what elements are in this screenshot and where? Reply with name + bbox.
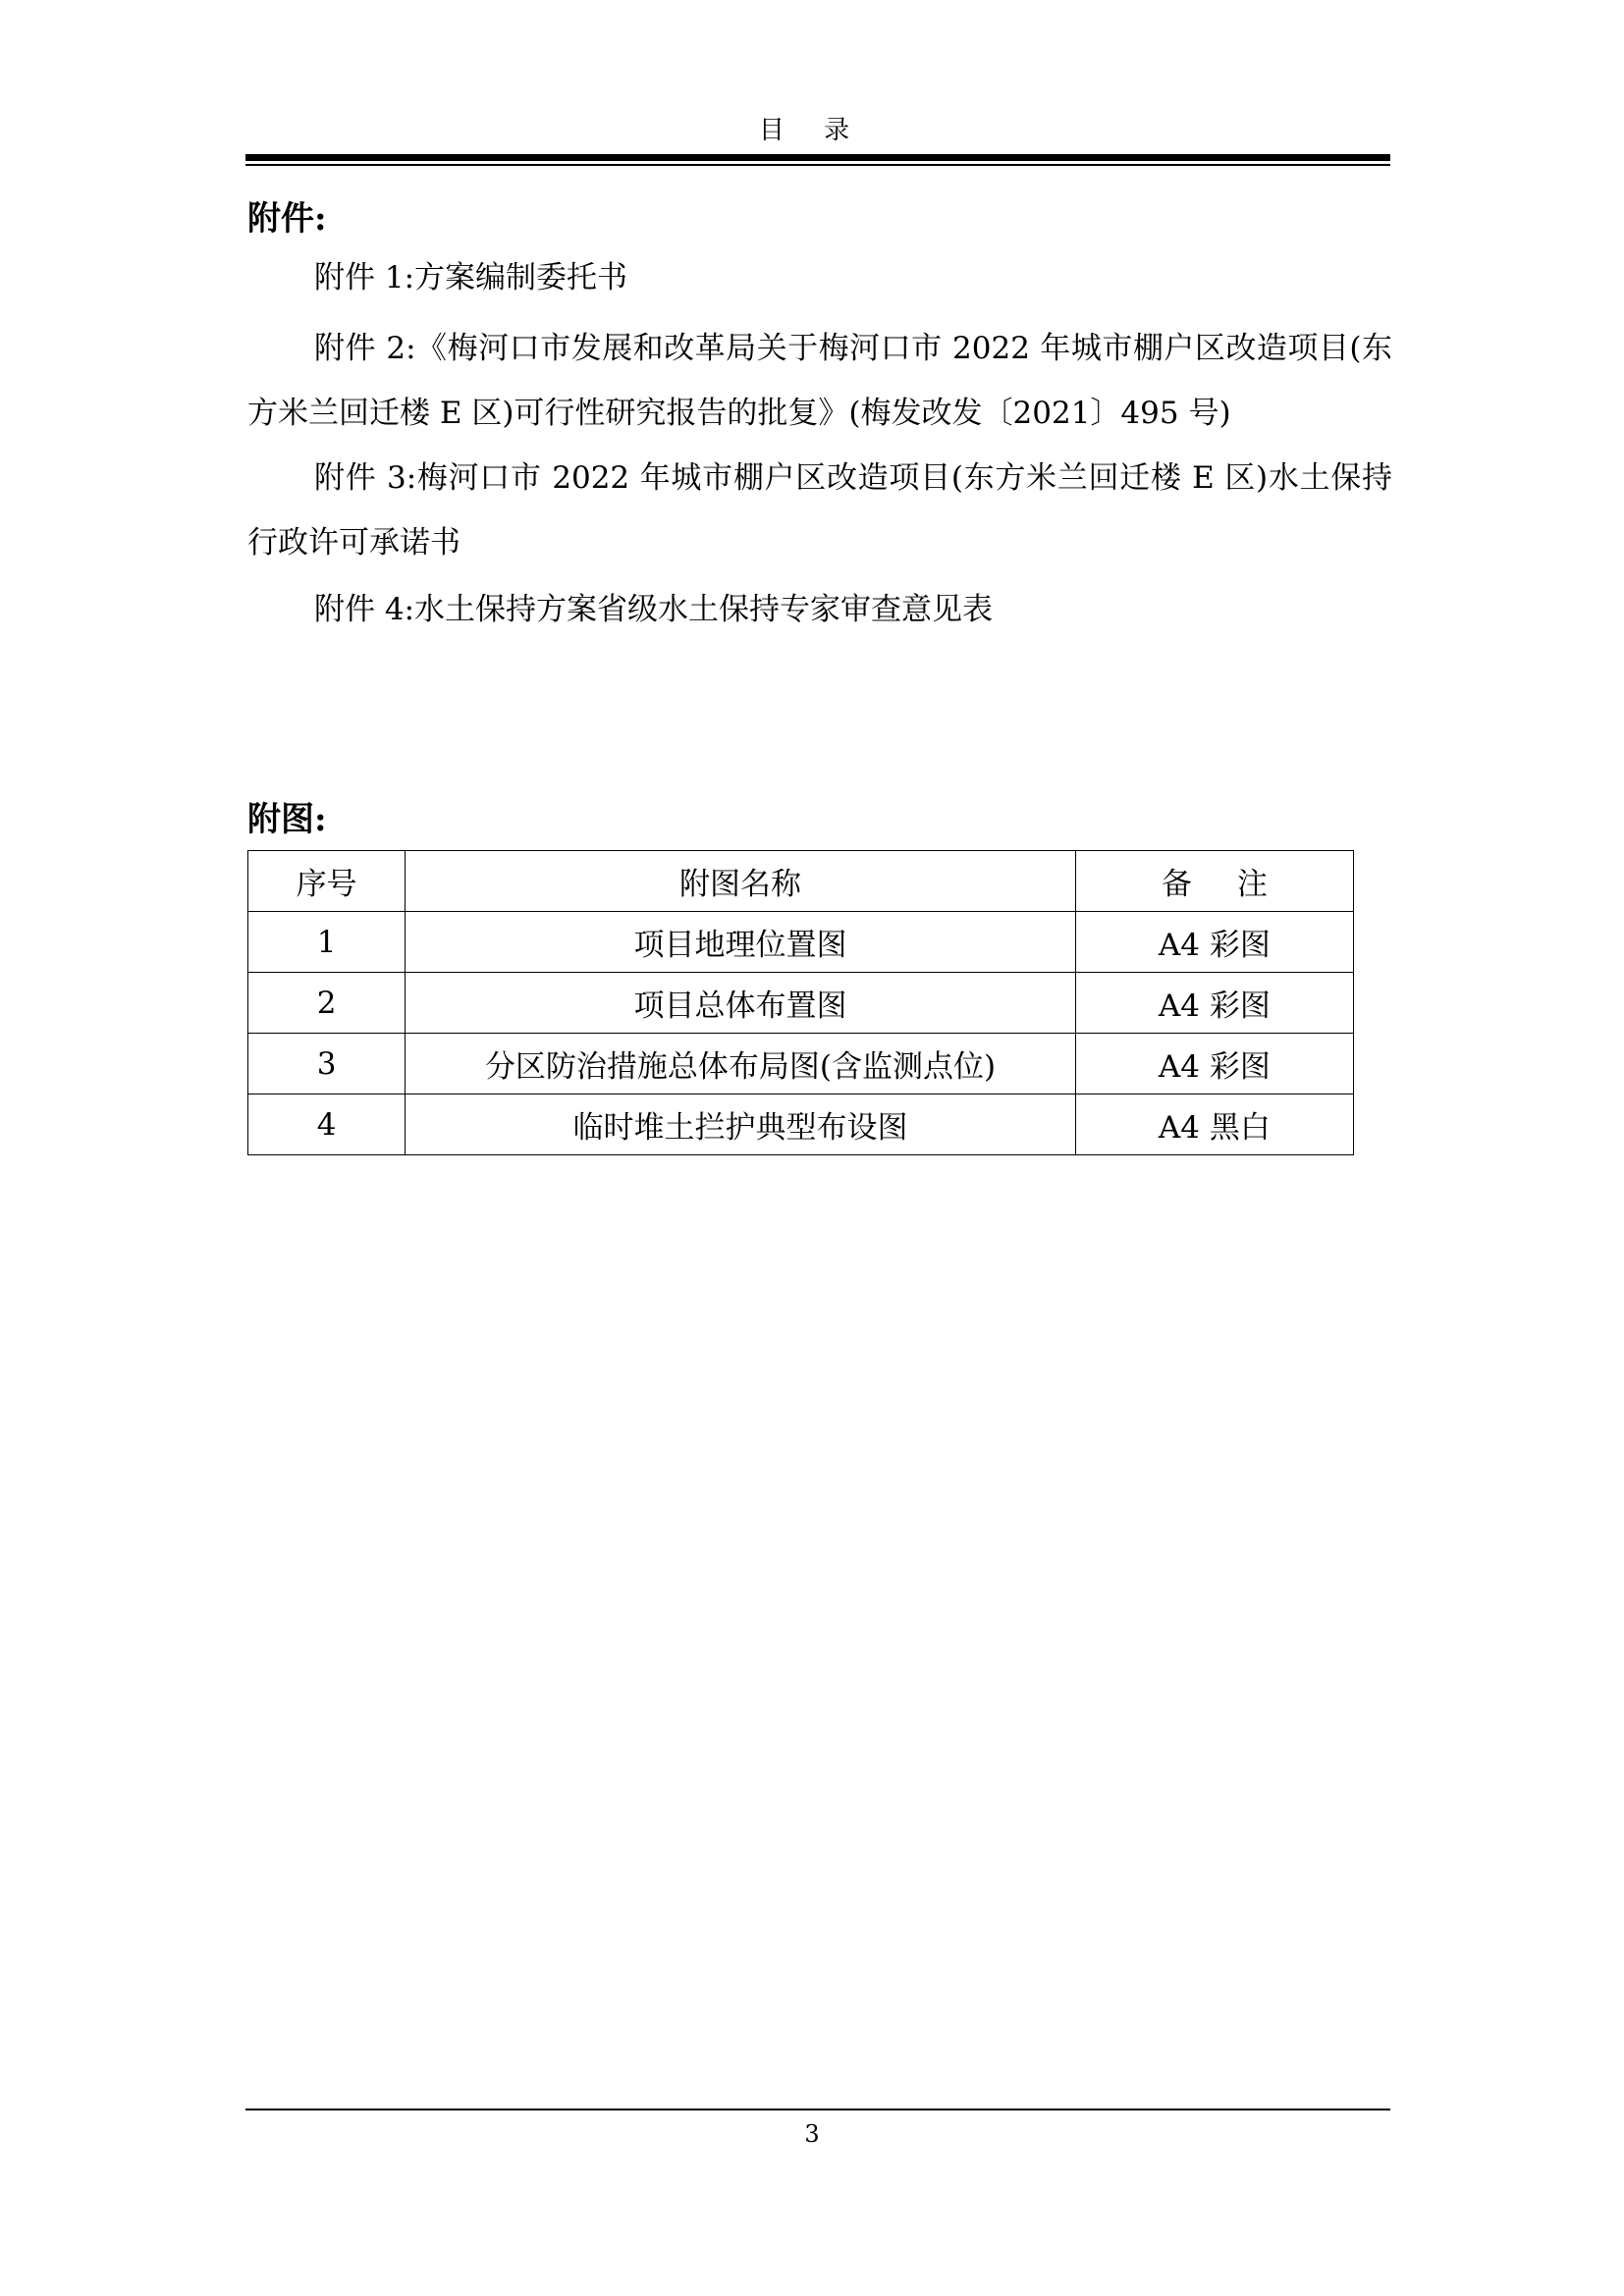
attachment-item-4: 附件 4:水土保持方案省级水土保持专家审查意见表: [314, 592, 994, 627]
cell-name: 临时堆土拦护典型布设图: [406, 1095, 1076, 1155]
header-rule-thick: [245, 154, 1390, 161]
column-header-note: 备 注: [1075, 851, 1353, 912]
attachment-item-1: 附件 1:方案编制委托书: [314, 260, 628, 295]
cell-no: 1: [248, 912, 406, 973]
cell-note: A4 彩图: [1075, 1034, 1353, 1095]
cell-note: A4 黑白: [1075, 1095, 1353, 1155]
page-header: 目 录: [758, 116, 866, 145]
header-rule-thin: [245, 164, 1390, 166]
page-number: 3: [804, 2120, 820, 2148]
cell-no: 4: [248, 1095, 406, 1155]
table-header-row: [248, 851, 1354, 912]
cell-note: A4 彩图: [1075, 973, 1353, 1034]
attachment-item-2: 附件 2:《梅河口市发展和改革局关于梅河口市 2022 年城市棚户区改造项目(东方米兰回迁楼 E 区)可行性研究报告的批复》(梅发改发〔2021〕495 号): [247, 331, 1392, 431]
column-header-name: 附图名称: [406, 851, 1076, 912]
cell-note: A4 彩图: [1075, 912, 1353, 973]
footer-rule: [245, 2109, 1390, 2110]
figures-heading: 附图:: [247, 800, 327, 839]
cell-name: 项目地理位置图: [406, 912, 1076, 973]
table-row: [248, 1095, 1354, 1155]
column-header-no: 序号: [248, 851, 406, 912]
cell-no: 3: [248, 1034, 406, 1095]
attachments-heading: 附件:: [247, 199, 327, 239]
attachment-item-3: 附件 3:梅河口市 2022 年城市棚户区改造项目(东方米兰回迁楼 E 区)水土保持行政许可承诺书: [247, 460, 1392, 561]
figures-table: [247, 850, 1354, 1155]
cell-no: 2: [248, 973, 406, 1034]
table-row: [248, 1034, 1354, 1095]
table-row: [248, 973, 1354, 1034]
cell-name: 分区防治措施总体布局图(含监测点位): [406, 1034, 1076, 1095]
table-row: [248, 912, 1354, 973]
cell-name: 项目总体布置图: [406, 973, 1076, 1034]
